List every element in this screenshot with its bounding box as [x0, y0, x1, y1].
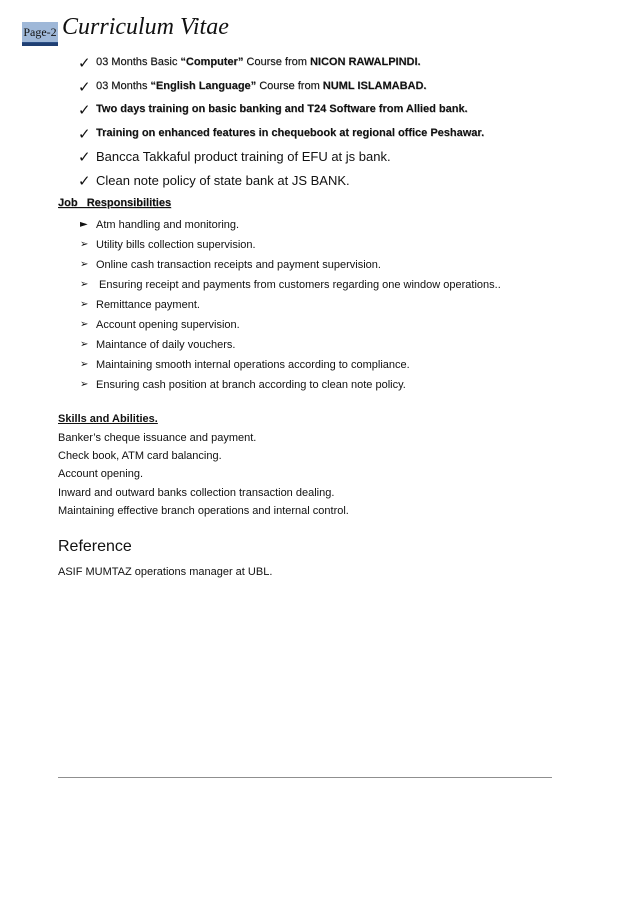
- responsibility-text: Online cash transaction receipts and payment supervision.: [96, 259, 381, 271]
- responsibility-text: Atm handling and monitoring.: [96, 219, 240, 231]
- course-text: Two days training on basic banking and T24 Software from Allied bank.: [96, 103, 468, 115]
- course-text: Clean note policy of state bank at JS BANK.: [96, 172, 350, 188]
- arrowhead-bullet-icon: ➢: [80, 319, 89, 330]
- arrowhead-bullet-icon: ➢: [80, 239, 89, 250]
- arrowhead-bullet-icon: ➢: [80, 279, 89, 290]
- course-text: 03 Months: [96, 79, 151, 92]
- checkmark-icon: ✓: [78, 54, 91, 72]
- course-text: 03 Months Basic: [96, 56, 181, 68]
- skill-line: Maintaining effective branch operations and internal control.: [58, 505, 349, 517]
- skills-heading: Skills and Abilities.: [58, 413, 158, 425]
- course-highlight: “Computer”: [180, 56, 244, 68]
- responsibility-text: Remittance payment.: [96, 299, 200, 311]
- reference-heading: Reference: [58, 538, 132, 555]
- skill-line: Check book, ATM card balancing.: [58, 450, 222, 462]
- page-number-tab: Page-2: [22, 22, 58, 43]
- course-institute: NUML ISLAMABAD.: [322, 79, 427, 92]
- arrowhead-bullet-icon: ➢: [80, 379, 89, 390]
- course-text: Course from: [256, 79, 323, 92]
- arrowhead-bullet-icon: ➢: [80, 259, 89, 270]
- arrowhead-bullet-icon: ➢: [80, 339, 89, 350]
- arrow-bullet-icon: ►: [80, 219, 88, 230]
- course-institute: NICON RAWALPINDI.: [309, 56, 421, 68]
- skill-line: Banker’s cheque issuance and payment.: [58, 432, 257, 444]
- skill-line: Inward and outward banks collection transaction dealing.: [58, 487, 335, 499]
- course-highlight: “English Language”: [150, 79, 257, 92]
- checkmark-icon: ✓: [78, 124, 91, 143]
- responsibility-text: Maintaining smooth internal operations according to compliance.: [96, 359, 410, 371]
- skill-line: Account opening.: [58, 468, 144, 480]
- footer-divider: [58, 777, 552, 778]
- course-text: Bancca Takkaful product training of EFU at js bank.: [96, 149, 391, 164]
- responsibility-text: Maintance of daily vouchers.: [96, 339, 236, 351]
- checkmark-icon: ✓: [78, 171, 91, 190]
- responsibility-text: Account opening supervision.: [96, 319, 240, 331]
- arrowhead-bullet-icon: ➢: [80, 299, 89, 310]
- checkmark-icon: ✓: [78, 148, 91, 166]
- responsibility-text: Ensuring receipt and payments from customers regarding one window operations..: [96, 279, 501, 291]
- document-title: Curriculum Vitae: [62, 14, 229, 40]
- course-text: Training on enhanced features in chequebook at regional office Peshawar.: [96, 126, 485, 139]
- arrowhead-bullet-icon: ➢: [80, 359, 89, 370]
- checkmark-icon: ✓: [78, 77, 91, 96]
- checkmark-icon: ✓: [78, 101, 91, 119]
- reference-text: ASIF MUMTAZ operations manager at UBL.: [58, 566, 273, 578]
- course-text: Course from: [243, 56, 310, 68]
- responsibility-text: Utility bills collection supervision.: [96, 239, 256, 251]
- responsibility-text: Ensuring cash position at branch according to clean note policy.: [96, 379, 406, 391]
- job-responsibilities-heading: Job Responsibilities: [58, 197, 172, 209]
